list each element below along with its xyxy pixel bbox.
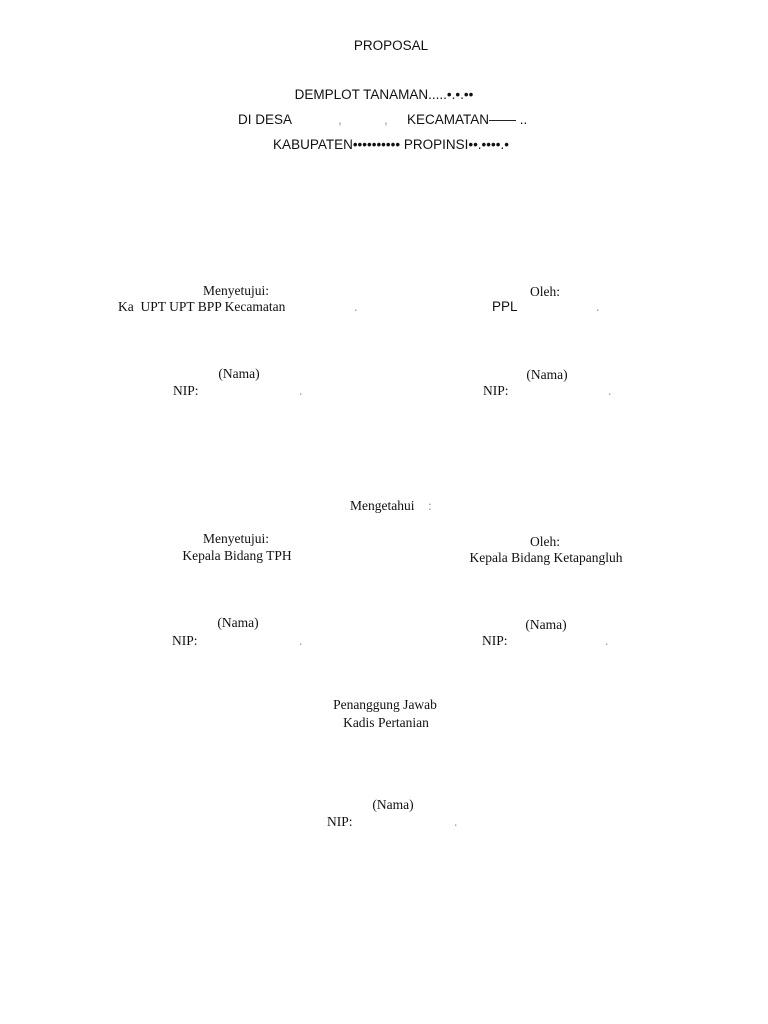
- role-fill-dot: .: [596, 299, 600, 314]
- document-title: PROPOSAL: [353, 38, 429, 53]
- responsible-heading: Penanggung Jawab: [333, 697, 437, 712]
- header-line-kabupaten: KABUPATEN•••••••••• PROPINSI••.••••.•: [273, 137, 509, 152]
- header-separator: ,: [338, 112, 342, 127]
- submitter-name: (Nama): [526, 367, 568, 382]
- approver-role: Ka UPT UPT BPP Kecamatan: [118, 299, 286, 314]
- acknowledgement-heading: Mengetahui: [350, 498, 415, 513]
- approver-name: (Nama): [217, 615, 259, 630]
- acknowledgement-colon: :: [428, 498, 432, 513]
- nip-fill-dot: .: [299, 633, 303, 648]
- approver-nip-label: NIP:: [173, 383, 199, 398]
- header-separator: ,: [384, 112, 388, 127]
- header-kecamatan-label: KECAMATAN—— ..: [407, 112, 528, 127]
- nip-fill-dot: .: [608, 383, 612, 398]
- submitter-heading: Oleh:: [530, 534, 560, 549]
- responsible-name: (Nama): [372, 797, 414, 812]
- submitter-role: Kepala Bidang Ketapangluh: [469, 550, 623, 565]
- submitter-role: PPL: [492, 299, 518, 314]
- approver-role: Kepala Bidang TPH: [182, 548, 292, 563]
- nip-fill-dot: .: [299, 383, 303, 398]
- approver-name: (Nama): [218, 366, 260, 381]
- header-desa-label: DI DESA: [238, 112, 293, 127]
- nip-fill-dot: .: [454, 814, 458, 829]
- header-line-demplot: DEMPLOT TANAMAN.....•.•.••: [294, 87, 474, 102]
- submitter-nip-label: NIP:: [483, 383, 509, 398]
- submitter-nip-label: NIP:: [482, 633, 508, 648]
- approval-heading: Menyetujui:: [203, 531, 269, 546]
- submitter-heading: Oleh:: [530, 284, 560, 299]
- responsible-nip-label: NIP:: [327, 814, 353, 829]
- submitter-name: (Nama): [525, 617, 567, 632]
- approval-heading: Menyetujui:: [203, 283, 269, 298]
- role-fill-dot: .: [354, 299, 358, 314]
- nip-fill-dot: .: [605, 633, 609, 648]
- responsible-role: Kadis Pertanian: [343, 715, 429, 730]
- approver-nip-label: NIP:: [172, 633, 198, 648]
